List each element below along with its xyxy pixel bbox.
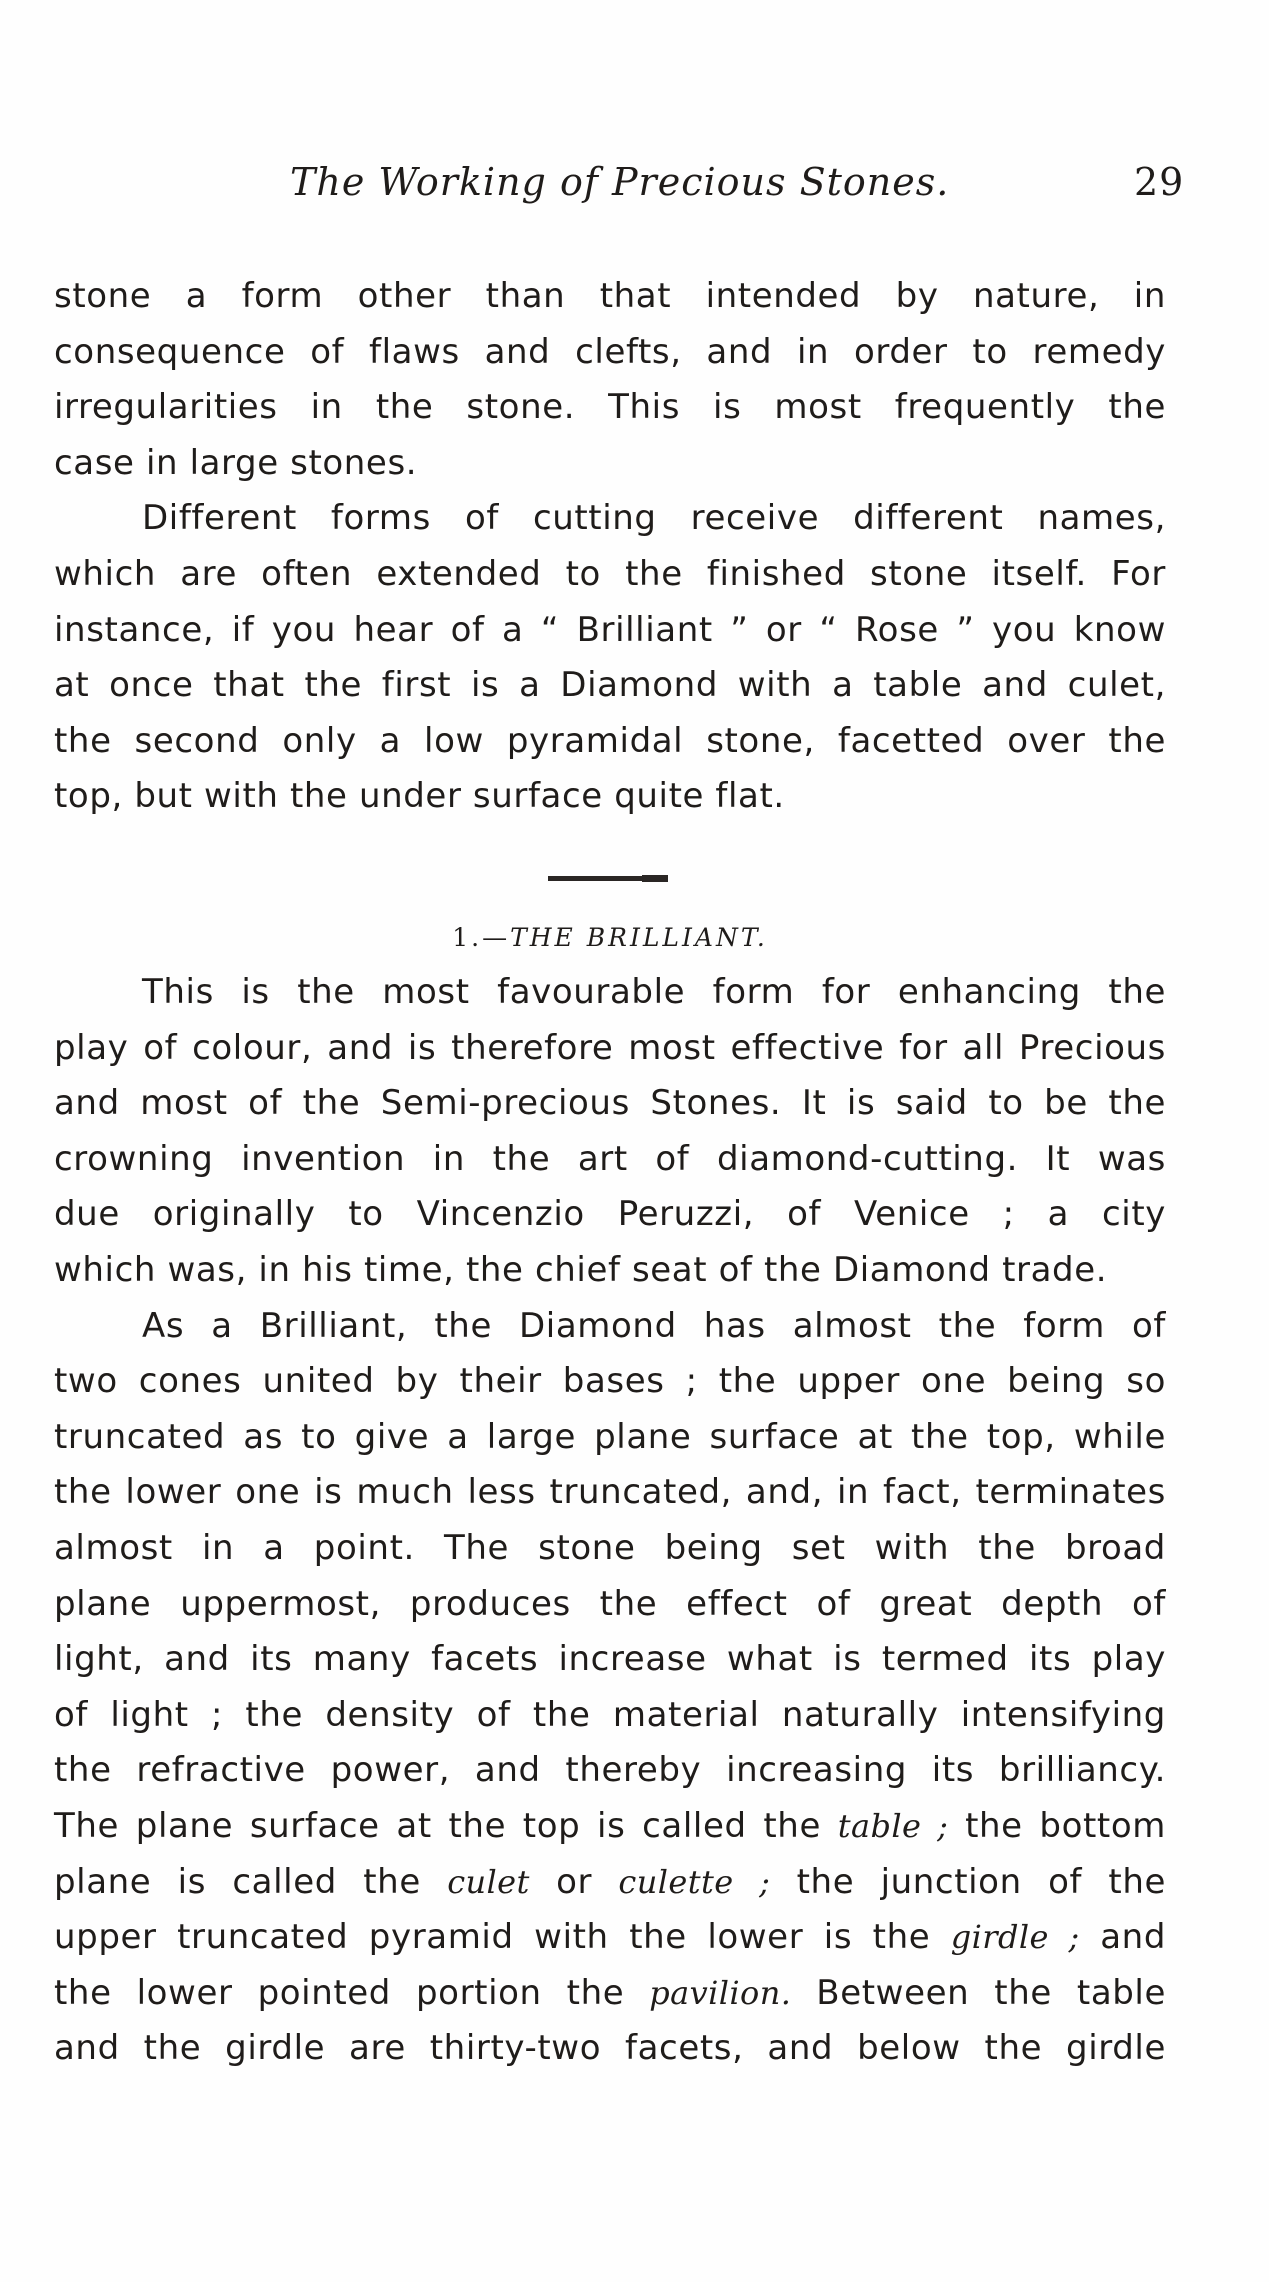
text-line: play of colour, and is therefore most effective for all Precious — [54, 1027, 1166, 1068]
running-head — [54, 160, 1185, 220]
brilliant-section-text — [54, 965, 1166, 2077]
text-line: case in large stones. — [54, 442, 418, 483]
text-line: Different forms of cutting receive different names, — [142, 498, 1166, 539]
opening-paragraphs — [54, 269, 1166, 825]
text-run: Between the table — [791, 1972, 1166, 2013]
text-line: of light ; the density of the material naturally intensifying — [54, 1694, 1166, 1735]
text-line: the lower one is much less truncated, and, in fact, terminates — [54, 1472, 1166, 1513]
section-number: 1.— — [452, 923, 511, 952]
text-run: the lower pointed portion the — [54, 1972, 650, 2013]
text-line — [54, 1799, 1166, 1855]
text-line: plane uppermost, produces the effect of great depth of — [54, 1583, 1166, 1624]
text-line: and the girdle are thirty-two facets, and below the girdle — [54, 2028, 1166, 2069]
text-line — [54, 1910, 1166, 1966]
text-run: upper truncated pyramid with the lower is the — [54, 1917, 951, 1958]
text-line: stone a form other than that intended by nature, in — [54, 276, 1166, 316]
term-culette: culette ; — [618, 1862, 771, 1901]
section-title: THE BRILLIANT. — [510, 923, 768, 952]
text-line: the refractive power, and thereby increasing its brilliancy. — [54, 1750, 1166, 1791]
text-run: or — [529, 1861, 619, 1902]
term-pavilion: pavilion. — [649, 1973, 792, 2012]
text-line: consequence of flaws and clefts, and in order to remedy — [54, 331, 1166, 372]
text-line: This is the most favourable form for enhancing the — [142, 972, 1166, 1012]
text-run: the bottom — [948, 1805, 1166, 1846]
text-line: which was, in his time, the chief seat of the Diamond trade. — [54, 1249, 1108, 1290]
term-culet: culet — [447, 1862, 530, 1901]
term-girdle: girdle ; — [950, 1918, 1080, 1957]
text-line: and most of the Semi-precious Stones. It is said to be the — [54, 1083, 1166, 1124]
text-line: crowning invention in the art of diamond-cutting. It was — [54, 1138, 1166, 1179]
text-line — [54, 1966, 1166, 2022]
text-line: which are often extended to the finished stone itself. For — [54, 553, 1166, 594]
text-line: almost in a point. The stone being set with the broad — [54, 1527, 1166, 1568]
text-line: the second only a low pyramidal stone, facetted over the — [54, 720, 1166, 761]
text-run: plane is called the — [54, 1861, 448, 1902]
text-line: top, but with the under surface quite flat. — [54, 776, 785, 817]
text-line: As a Brilliant, the Diamond has almost the form of — [142, 1305, 1166, 1346]
text-line — [54, 1855, 1166, 1911]
section-divider-rule — [548, 876, 668, 881]
page-number: 29 — [1134, 160, 1185, 204]
section-heading — [54, 923, 1166, 952]
text-line: instance, if you hear of a “ Brilliant ” or “ Rose ” you know — [54, 609, 1166, 650]
text-line: irregularities in the stone. This is most frequently the — [54, 387, 1166, 428]
text-line: truncated as to give a large plane surface at the top, while — [54, 1416, 1166, 1457]
text-line: two cones united by their bases ; the upper one being so — [54, 1361, 1166, 1402]
text-line: due originally to Vincenzio Peruzzi, of Venice ; a city — [54, 1194, 1166, 1235]
term-table: table ; — [837, 1806, 949, 1845]
text-run: and — [1079, 1917, 1166, 1958]
text-line: at once that the first is a Diamond with a table and culet, — [54, 665, 1166, 706]
text-run: the junction of the — [770, 1861, 1166, 1902]
text-line: light, and its many facets increase what is termed its play — [54, 1639, 1166, 1680]
running-title: The Working of Precious Stones. — [290, 160, 950, 204]
text-run: The plane surface at the top is called the — [54, 1805, 838, 1846]
